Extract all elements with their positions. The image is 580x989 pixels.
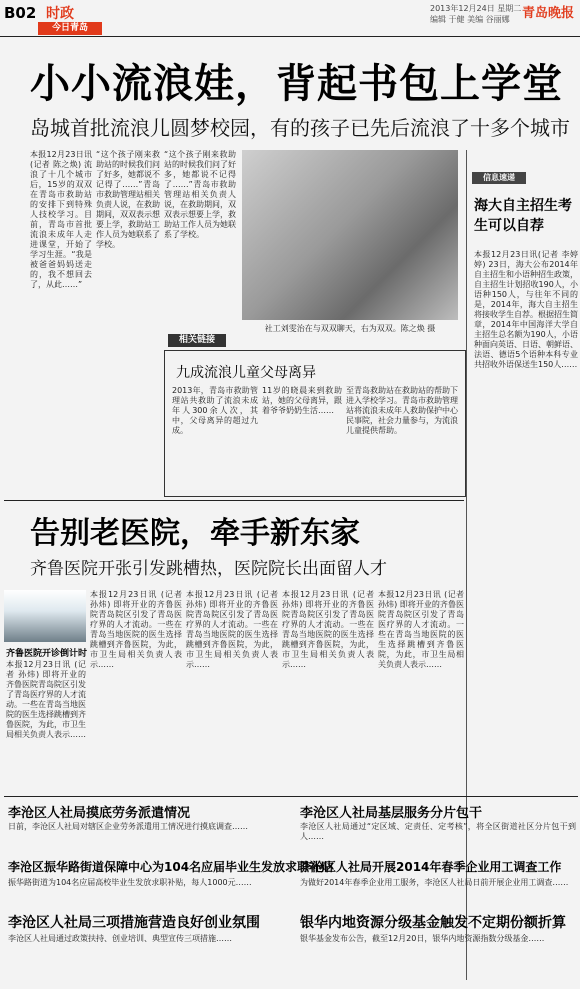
newspaper-logo: 青岛晚报 bbox=[522, 6, 575, 21]
photo-caption: 社工刘雯治在与双双聊天，右为双双。陈之焕 摄 bbox=[264, 324, 436, 333]
page-code: B02 bbox=[4, 4, 37, 22]
second-column-3: 本报12月23日讯 (记者 孙炜) 即将开业的齐鲁医院青岛院区引发了青岛医疗界的人才流动。一些在青岛当地医院的医生选择跳槽到齐鲁医院，为此，市卫生局相关负责人表示…… bbox=[186, 590, 278, 669]
brief-title-2: 李沧区人社局基层服务分片包干 bbox=[300, 806, 483, 821]
hospital-photo-caption: 齐鲁医院开诊倒计时 bbox=[6, 649, 88, 659]
lead-column-1: 本报12月23日讯(记者 陈之焕) 流浪了十几个城市后，15岁的双双在青岛市救助站的安排下到特殊人技校学习。目前，青岛市首批流浪未成年人走进课堂，开始了学习生涯。“我是被爸爸妈妈送走的，我不想回去了，从此……” bbox=[30, 150, 92, 289]
brief-body-5: 李沧区人社局通过政策扶持、创业培训、典型宣传三项措施…… bbox=[8, 934, 232, 943]
lead-column-3: “这个孩子刚来救助站的时候我们问了好多，她都说不记得了……”青岛市救助管理站相关负责人说，在救助期间，双双表示想要上学，救助站工作人员为她联系了学校。 bbox=[164, 150, 236, 239]
related-column-2: 11岁的晓晨来到救助站，她的父母离异，跟着爷爷奶奶生活…… bbox=[262, 386, 342, 415]
editor-credits: 编辑 于健 美编 谷丽娜 bbox=[430, 15, 510, 24]
second-subhead: 齐鲁医院开张引发跳槽热，医院院长出面留人才 bbox=[30, 559, 387, 579]
brief-title-4: 李沧区人社局开展2014年春季企业用工调查工作 bbox=[300, 860, 562, 874]
brief-title-5: 李沧区人社局三项措施营造良好创业氛围 bbox=[8, 915, 260, 931]
lead-subhead: 岛城首批流浪儿圆梦校园，有的孩子已先后流浪了十多个城市 bbox=[30, 116, 570, 140]
subsection-badge: 今日青岛 bbox=[38, 22, 102, 35]
info-tag: 信息速递 bbox=[472, 172, 526, 184]
second-column-2: 本报12月23日讯 (记者 孙炜) 即将开业的齐鲁医院青岛院区引发了青岛医疗界的人才流动。一些在青岛当地医院的医生选择跳槽到齐鲁医院，为此，市卫生局相关负责人表示…… bbox=[90, 590, 182, 669]
related-link-title: 九成流浪儿童父母离异 bbox=[176, 365, 316, 381]
section-divider bbox=[4, 500, 464, 501]
brief-body-2: 李沧区人社局通过“定区域、定责任、定考核”，将全区街道社区分片包干到人…… bbox=[300, 822, 576, 841]
masthead-rule bbox=[0, 36, 580, 37]
classroom-photo bbox=[242, 150, 458, 320]
brief-body-4: 为做好2014年春季企业用工服务，李沧区人社局日前开展企业用工调查…… bbox=[300, 878, 569, 887]
info-body: 本报12月23日讯(记者 李婷婷) 23日，海大公布2014年自主招生和小语种招生政策，自主招生计划招收190人，小语种150人，与往年不同的是，2014年，海大自主招生将接收学生自荐。根据招生简章，2014年中国海洋大学自主招生总名额为190人，小语种面向英语、日语、朝鲜语、法语、德语5个语种本科专业共招收外语保送生150人…… bbox=[474, 250, 578, 369]
issue-date: 2013年12月24日 星期二 bbox=[430, 4, 522, 13]
hospital-photo bbox=[4, 590, 86, 642]
brief-title-1: 李沧区人社局摸底劳务派遣情况 bbox=[8, 806, 191, 821]
related-column-1: 2013年，青岛市救助管理站共救助了流浪未成年人300余人次，其中，父母离异的超过九成。 bbox=[172, 386, 258, 435]
second-column-1: 本报12月23日讯 (记者 孙炜) 即将开业的齐鲁医院青岛院区引发了青岛医疗界的人才流动。一些在青岛当地医院的医生选择跳槽到齐鲁医院，为此，市卫生局相关负责人表示…… bbox=[6, 660, 86, 739]
brief-body-1: 日前，李沧区人社局对辖区企业劳务派遣用工情况进行摸底调查…… bbox=[8, 822, 248, 831]
second-column-4: 本报12月23日讯 (记者 孙炜) 即将开业的齐鲁医院青岛院区引发了青岛医疗界的人才流动。一些在青岛当地医院的医生选择跳槽到齐鲁医院，为此，市卫生局相关负责人表示…… bbox=[282, 590, 374, 669]
briefs-divider bbox=[4, 796, 578, 797]
lead-headline: 小小流浪娃，背起书包上学堂 bbox=[30, 61, 563, 107]
second-column-5: 本报12月23日讯 (记者 孙炜) 即将开业的齐鲁医院青岛院区引发了青岛医疗界的人才流动。一些在青岛当地医院的医生选择跳槽到齐鲁医院，为此，市卫生局相关负责人表示…… bbox=[378, 590, 464, 669]
related-column-3: 至青岛救助站在救助站的帮助下进入学校学习。青岛市救助管理站将流浪未成年人救助保护中心民事院，社会力量参与，为流浪儿童提供帮助。 bbox=[346, 386, 458, 435]
second-headline: 告别老医院，牵手新东家 bbox=[30, 516, 360, 551]
brief-title-3: 李沧区振华路街道保障中心为104名应届毕业生发放求职补贴 bbox=[8, 860, 334, 874]
brief-body-3: 振华路街道为104名应届高校毕业生发放求职补贴，每人1000元…… bbox=[8, 878, 252, 887]
related-link-tag: 相关链接 bbox=[168, 334, 226, 347]
lead-column-2: “这个孩子刚来救助站的时候我们问了好多，她都说不记得了……”青岛市救助管理站相关负责人说，在救助期间，双双表示想要上学，救助站工作人员为她联系了学校。 bbox=[96, 150, 160, 249]
info-title: 海大自主招生考生可以自荐 bbox=[474, 198, 572, 234]
brief-body-6: 银华基金发布公告，截至12月20日，银华内地资源指数分级基金…… bbox=[300, 934, 545, 943]
section-name: 时政 bbox=[46, 6, 74, 22]
brief-title-6: 银华内地资源分级基金触发不定期份额折算 bbox=[300, 915, 566, 931]
